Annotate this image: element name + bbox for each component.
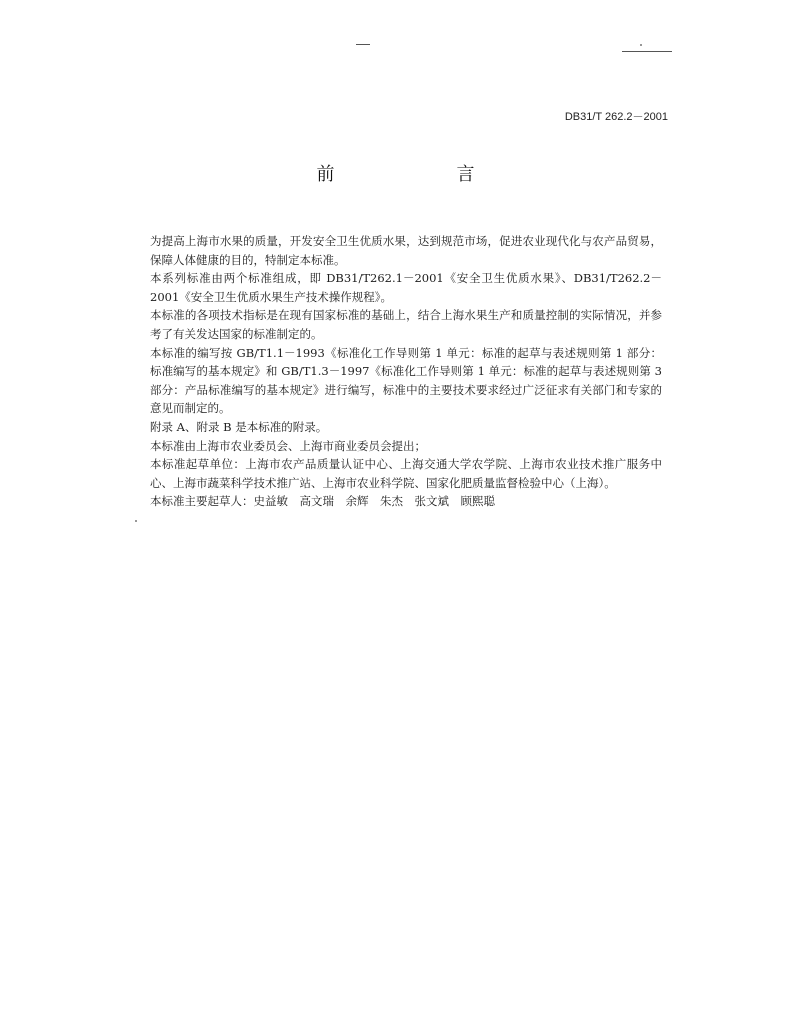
page-title: 前 言 <box>316 164 527 185</box>
scan-mark-top-right <box>622 51 672 52</box>
paragraph-purpose: 为提高上海市水果的质量，开发安全卫生优质水果，达到规范市场，促进农业现代化与农产品贸易，保障人体健康的目的，特制定本标准。 <box>150 234 662 267</box>
paragraph-annexes: 附录 A、附录 B 是本标准的附录。 <box>150 419 328 434</box>
scan-dot-top <box>640 44 642 46</box>
paragraph-drafting-rules: 本标准的编写按 GB/T1.1－1993《标准化工作导则第 1 单元：标准的起草与表述规则第 1 部分：标准编写的基本规定》和 GB/T1.3－1997《标准化工作导则第 1 单元：标准的起草与表述规则第 3 部分：产品标准编写的基本规定》进行编写，标准中的主要技术要求经过广泛征求有关部门和专家的意见而制定的。 <box>150 345 662 416</box>
standard-number: DB31/T 262.2－2001 <box>564 111 668 123</box>
scan-mark-top-left <box>356 44 370 45</box>
foreword-body <box>150 232 662 511</box>
paragraph-proposer: 本标准由上海市农业委员会、上海市商业委员会提出； <box>150 438 426 453</box>
paragraph-series: 本系列标准由两个标准组成，即 DB31/T262.1－2001《安全卫生优质水果》、DB31/T262.2－2001《安全卫生优质水果生产技术操作规程》。 <box>150 271 662 304</box>
paragraph-drafters: 本标准主要起草人：史益敏 高文瑞 余辉 朱杰 张文斌 顾熙聪 <box>150 494 495 509</box>
paragraph-basis: 本标准的各项技术指标是在现有国家标准的基础上，结合上海水果生产和质量控制的实际情况，并参考了有关发达国家的标准制定的。 <box>150 308 662 341</box>
paragraph-drafting-units: 本标准起草单位：上海市农产品质量认证中心、上海交通大学农学院、上海市农业技术推广服务中心、上海市蔬菜科学技术推广站、上海市农业科学院、国家化肥质量监督检验中心（上海）。 <box>150 457 662 490</box>
scan-dot-left <box>135 520 137 522</box>
